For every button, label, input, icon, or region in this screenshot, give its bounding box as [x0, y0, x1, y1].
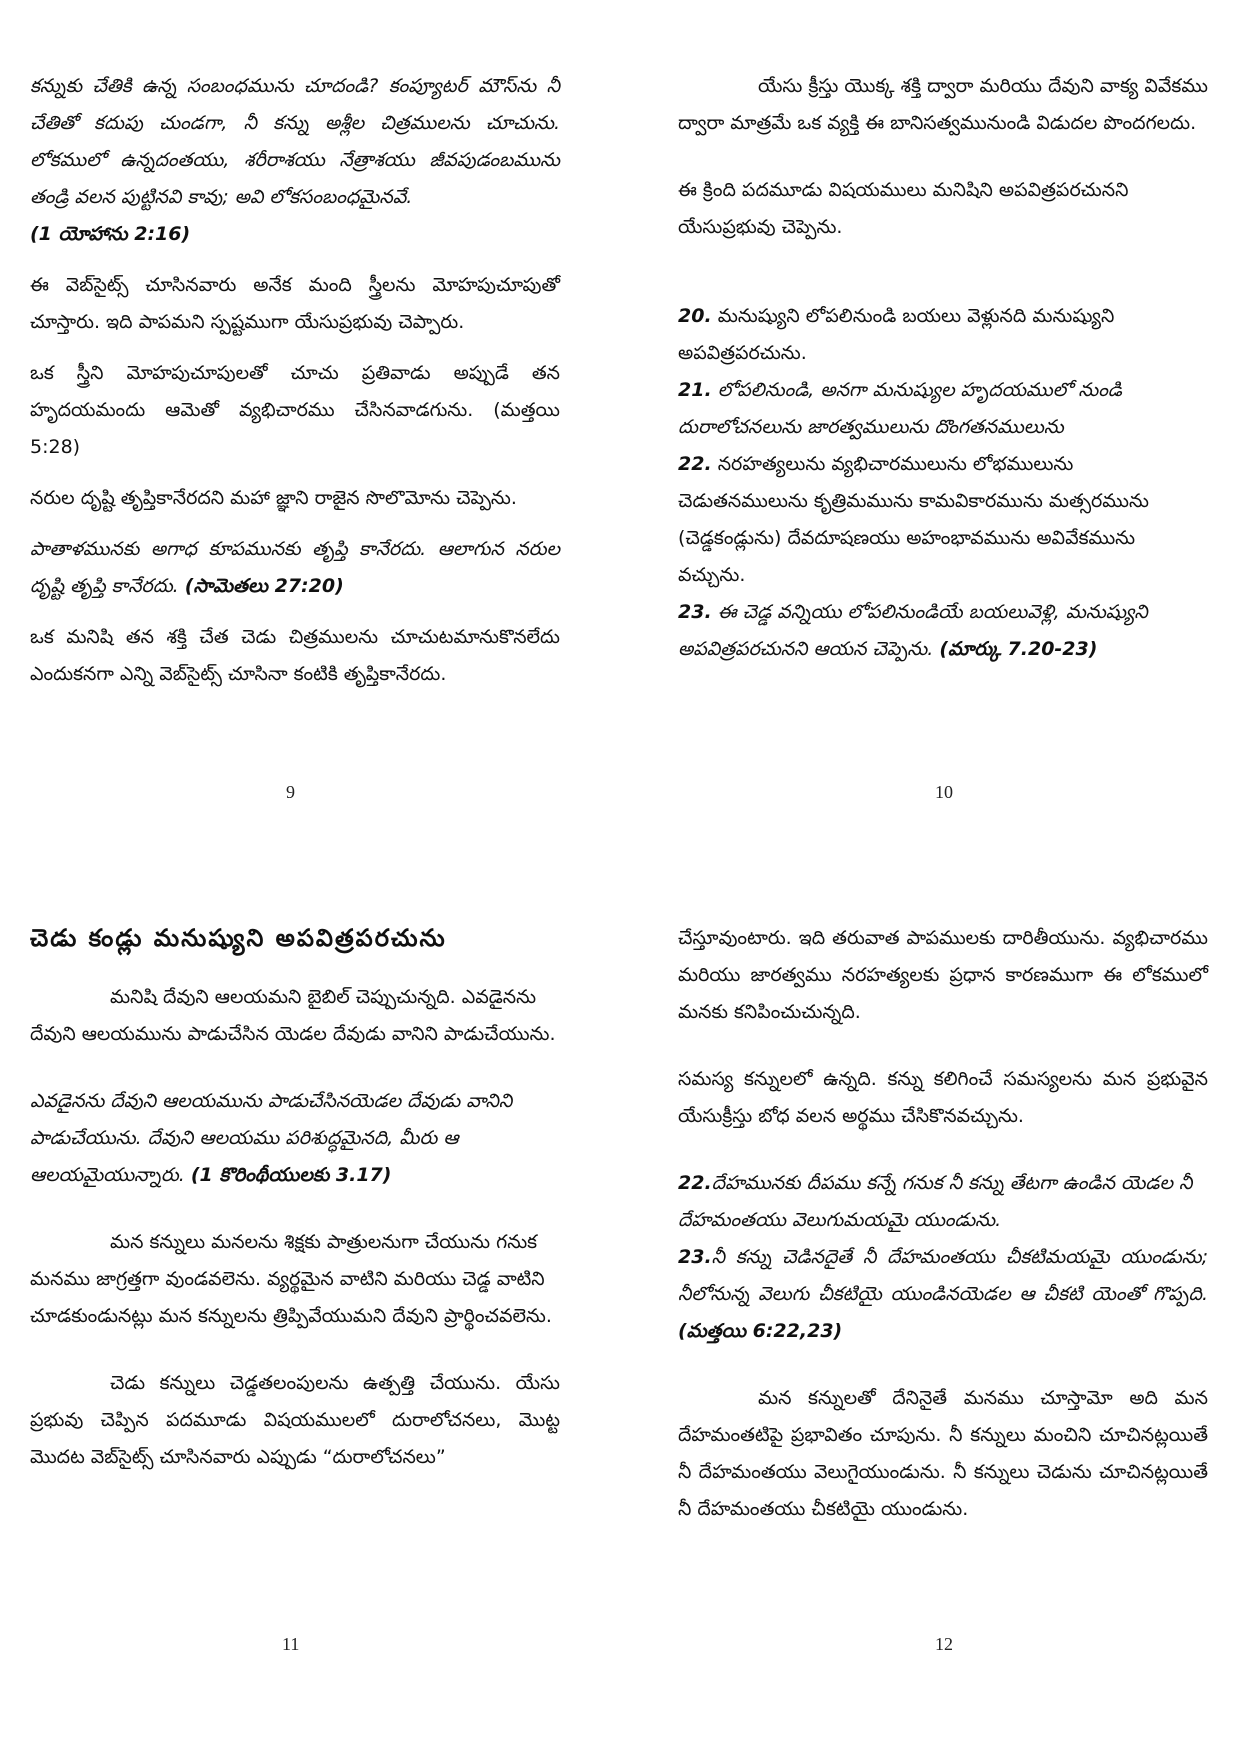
page10-verse23-ref: (మార్కు 7.20-23)	[939, 638, 1098, 660]
page9-para1: కన్నుకు చేతికి ఉన్న సంబంధమును చూదండి? కంప్యూటర్ మౌస్‌ను నీ చేతితో కదుపు చుండగా, నీ కన్ను అశ్లీల చిత్రములను చూచును. లోకములో ఉన్నదంతయు, శరీరాశయు నేత్రాశయు జీవపుడంబమును తండ్రి వలన పుట్టినవి కావు; అవి లోకసంబంధమైనవే.	[30, 75, 560, 208]
page11-para2	[30, 1083, 560, 1194]
page9-para5-text: పాతాళమునకు అగాధ కూపమునకు తృప్తి కానేరదు. ఆలాగున నరుల దృష్టి తృప్తి కానేరదు.	[30, 538, 560, 597]
page9-para3	[30, 355, 560, 466]
page9-para2: ఈ వెబ్‌సైట్స్ చూసినవారు అనేక మంది స్త్రీలను మోహపుచూపుతో చూస్తారు. ఇది పాపమని స్పష్టముగా యేసుప్రభువు చెప్పారు.	[30, 274, 560, 333]
page-number-11: 11	[282, 1634, 300, 1654]
page-9	[30, 68, 560, 693]
page10-verse23	[678, 594, 1208, 668]
page10-verse22-num: 22.	[678, 453, 712, 475]
page9-para5	[30, 531, 560, 605]
page-11	[30, 920, 560, 1476]
page12-verse23	[678, 1239, 1208, 1350]
page-10	[678, 68, 1208, 668]
page10-para2: ఈ క్రింది పదమూడు విషయములు మనిషిని అపవిత్రపరచునని యేసుప్రభువు చెప్పెను.	[678, 179, 1129, 238]
page12-verse23-text: నీ కన్ను చెడినదైతే నీ దేహమంతయు చీకటిమయమై యుండును; నీలోనున్న వెలుగు చీకటియై యుండినయెడల ఆ చీకటి యెంతో గొప్పది.	[678, 1246, 1208, 1305]
page10-verse22	[678, 446, 1208, 594]
page11-para3: మన కన్నులు మనలను శిక్షకు పాత్రులనుగా చేయును గనుక మనము జాగ్రత్తగా వుండవలెను. వ్యర్థమైన వాటిని మరియు చెడ్డ వాటిని చూడకుండునట్లు మన కన్నులను త్రిప్పివేయుమని దేవుని ప్రార్థించవలెను.	[30, 1231, 552, 1327]
page12-verse23-num: 23.	[678, 1246, 712, 1268]
page11-para2-text: ఎవడైనను దేవుని ఆలయమును పాడుచేసినయెడల దేవుడు వానిని పాడుచేయును. దేవుని ఆలయము పరిశుద్ధమైనది, మీరు ఆ ఆలయమైయున్నారు.	[30, 1090, 513, 1186]
page10-verse21-num: 21.	[678, 379, 712, 401]
page10-verse21	[678, 372, 1208, 446]
page9-para4: నరుల దృష్టి తృప్తికానేరదని మహా జ్ఞాని రాజైన సొలొమోను చెప్పెను.	[30, 487, 517, 509]
page10-verse20	[678, 298, 1208, 372]
page10-verse20-num: 20.	[678, 305, 712, 327]
page11-heading: చెడు కండ్లు మనుష్యుని అపవిత్రపరచును	[30, 924, 447, 952]
page10-para1: యేసు క్రీస్తు యొక్క శక్తి ద్వారా మరియు దేవుని వాక్య వివేకము ద్వారా మాత్రమే ఒక వ్యక్తి ఈ బానిసత్వమునుండి విడుదల పొందగలదు.	[678, 75, 1208, 134]
page10-verse20-text: మనుష్యుని లోపలినుండి బయలు వెళ్లునది మనుష్యుని అపవిత్రపరచును.	[678, 305, 1115, 364]
page11-para2-ref: (1 కొరింథీయులకు 3.17)	[190, 1164, 392, 1186]
page12-para1: చేస్తూవుంటారు. ఇది తరువాత పాపములకు దారితీయును. వ్యభిచారము మరియు జారత్వము నరహత్యలకు ప్రధాన కారణముగా ఈ లోకములో మనకు కనిపించుచున్నది.	[678, 927, 1208, 1023]
page9-para6: ఒక మనిషి తన శక్తి చేత చెడు చిత్రములను చూచుటమానుకొనలేదు ఎందుకనగా ఎన్ని వెబ్‌సైట్స్ చూసినా కంటికి తృప్తికానేరదు.	[30, 626, 560, 685]
page-number-9: 9	[286, 782, 295, 802]
page11-para4: చెడు కన్నులు చెడ్డతలంపులను ఉత్పత్తి చేయును. యేసు ప్రభువు చెప్పిన పదమూడు విషయములలో దురాలోచనలు, మొట్ట మొదట వెబ్‌సైట్స్ చూసినవారు ఎప్పుడు “దురాలోచనలు”	[30, 1372, 560, 1468]
page12-verse22-num: 22.	[678, 1172, 712, 1194]
page12-para2: సమస్య కన్నులలో ఉన్నది. కన్ను కలిగించే సమస్యలను మన ప్రభువైన యేసుక్రీస్తు బోధ వలన అర్థము చేసికొనవచ్చును.	[678, 1068, 1208, 1127]
page-12	[678, 920, 1208, 1528]
page12-verse23-ref: (మత్తయి 6:22,23)	[678, 1320, 843, 1342]
page11-para1: మనిషి దేవుని ఆలయమని బైబిల్ చెప్పుచున్నది. ఎవడైనను దేవుని ఆలయమును పాడుచేసిన యెడల దేవుడు వానిని పాడుచేయును.	[30, 986, 556, 1045]
page10-verse21-text: లోపలినుండి, అనగా మనుష్యుల హృదయములో నుండి దురాలోచనలును జారత్వములును దొంగతనములును	[678, 379, 1122, 438]
page9-para3-text: ఒక స్త్రీని మోహపుచూపులతో చూచు ప్రతివాడు అప్పుడే తన హృదయమందు ఆమెతో వ్యభిచారము చేసినవాడగును.	[30, 362, 560, 421]
page9-para3-ref: (మత్తయి 5:28)	[30, 399, 560, 458]
page-number-12: 12	[935, 1634, 953, 1654]
page10-verse23-num: 23.	[678, 601, 712, 623]
page-number-10: 10	[935, 782, 953, 802]
page12-verse22	[678, 1165, 1208, 1239]
page12-verse22-text: దేహమునకు దీపము కన్నే గనుక నీ కన్ను తేటగా ఉండిన యెడల నీ దేహమంతయు వెలుగుమయమై యుండును.	[678, 1172, 1193, 1231]
page12-para3: మన కన్నులతో దేనినైతే మనము చూస్తామో అది మన దేహమంతటిపై ప్రభావితం చూపును. నీ కన్నులు మంచిని చూచినట్లయితే నీ దేహమంతయు వెలుగైయుండును. నీ కన్నులు చెడును చూచినట్లయితే నీ దేహమంతయు చీకటియై యుండును.	[678, 1387, 1208, 1520]
page9-para5-ref: (సామెతలు 27:20)	[184, 575, 344, 597]
page10-verse23-text: ఈ చెడ్డ వన్నియు లోపలినుండియే బయలువెళ్లి, మనుష్యుని అపవిత్రపరచునని ఆయన చెప్పెను.	[678, 601, 1148, 660]
page9-ref1: (1 యోహాను 2:16)	[30, 223, 191, 245]
page10-verse22-text: నరహత్యలును వ్యభిచారములును లోభములును చెడుతనములును కృత్రిమమును కామవికారమును మత్సరమును (చెడ్డకండ్లును) దేవదూషణయు అహంభావమును అవివేకమును వచ్చును.	[678, 453, 1149, 586]
